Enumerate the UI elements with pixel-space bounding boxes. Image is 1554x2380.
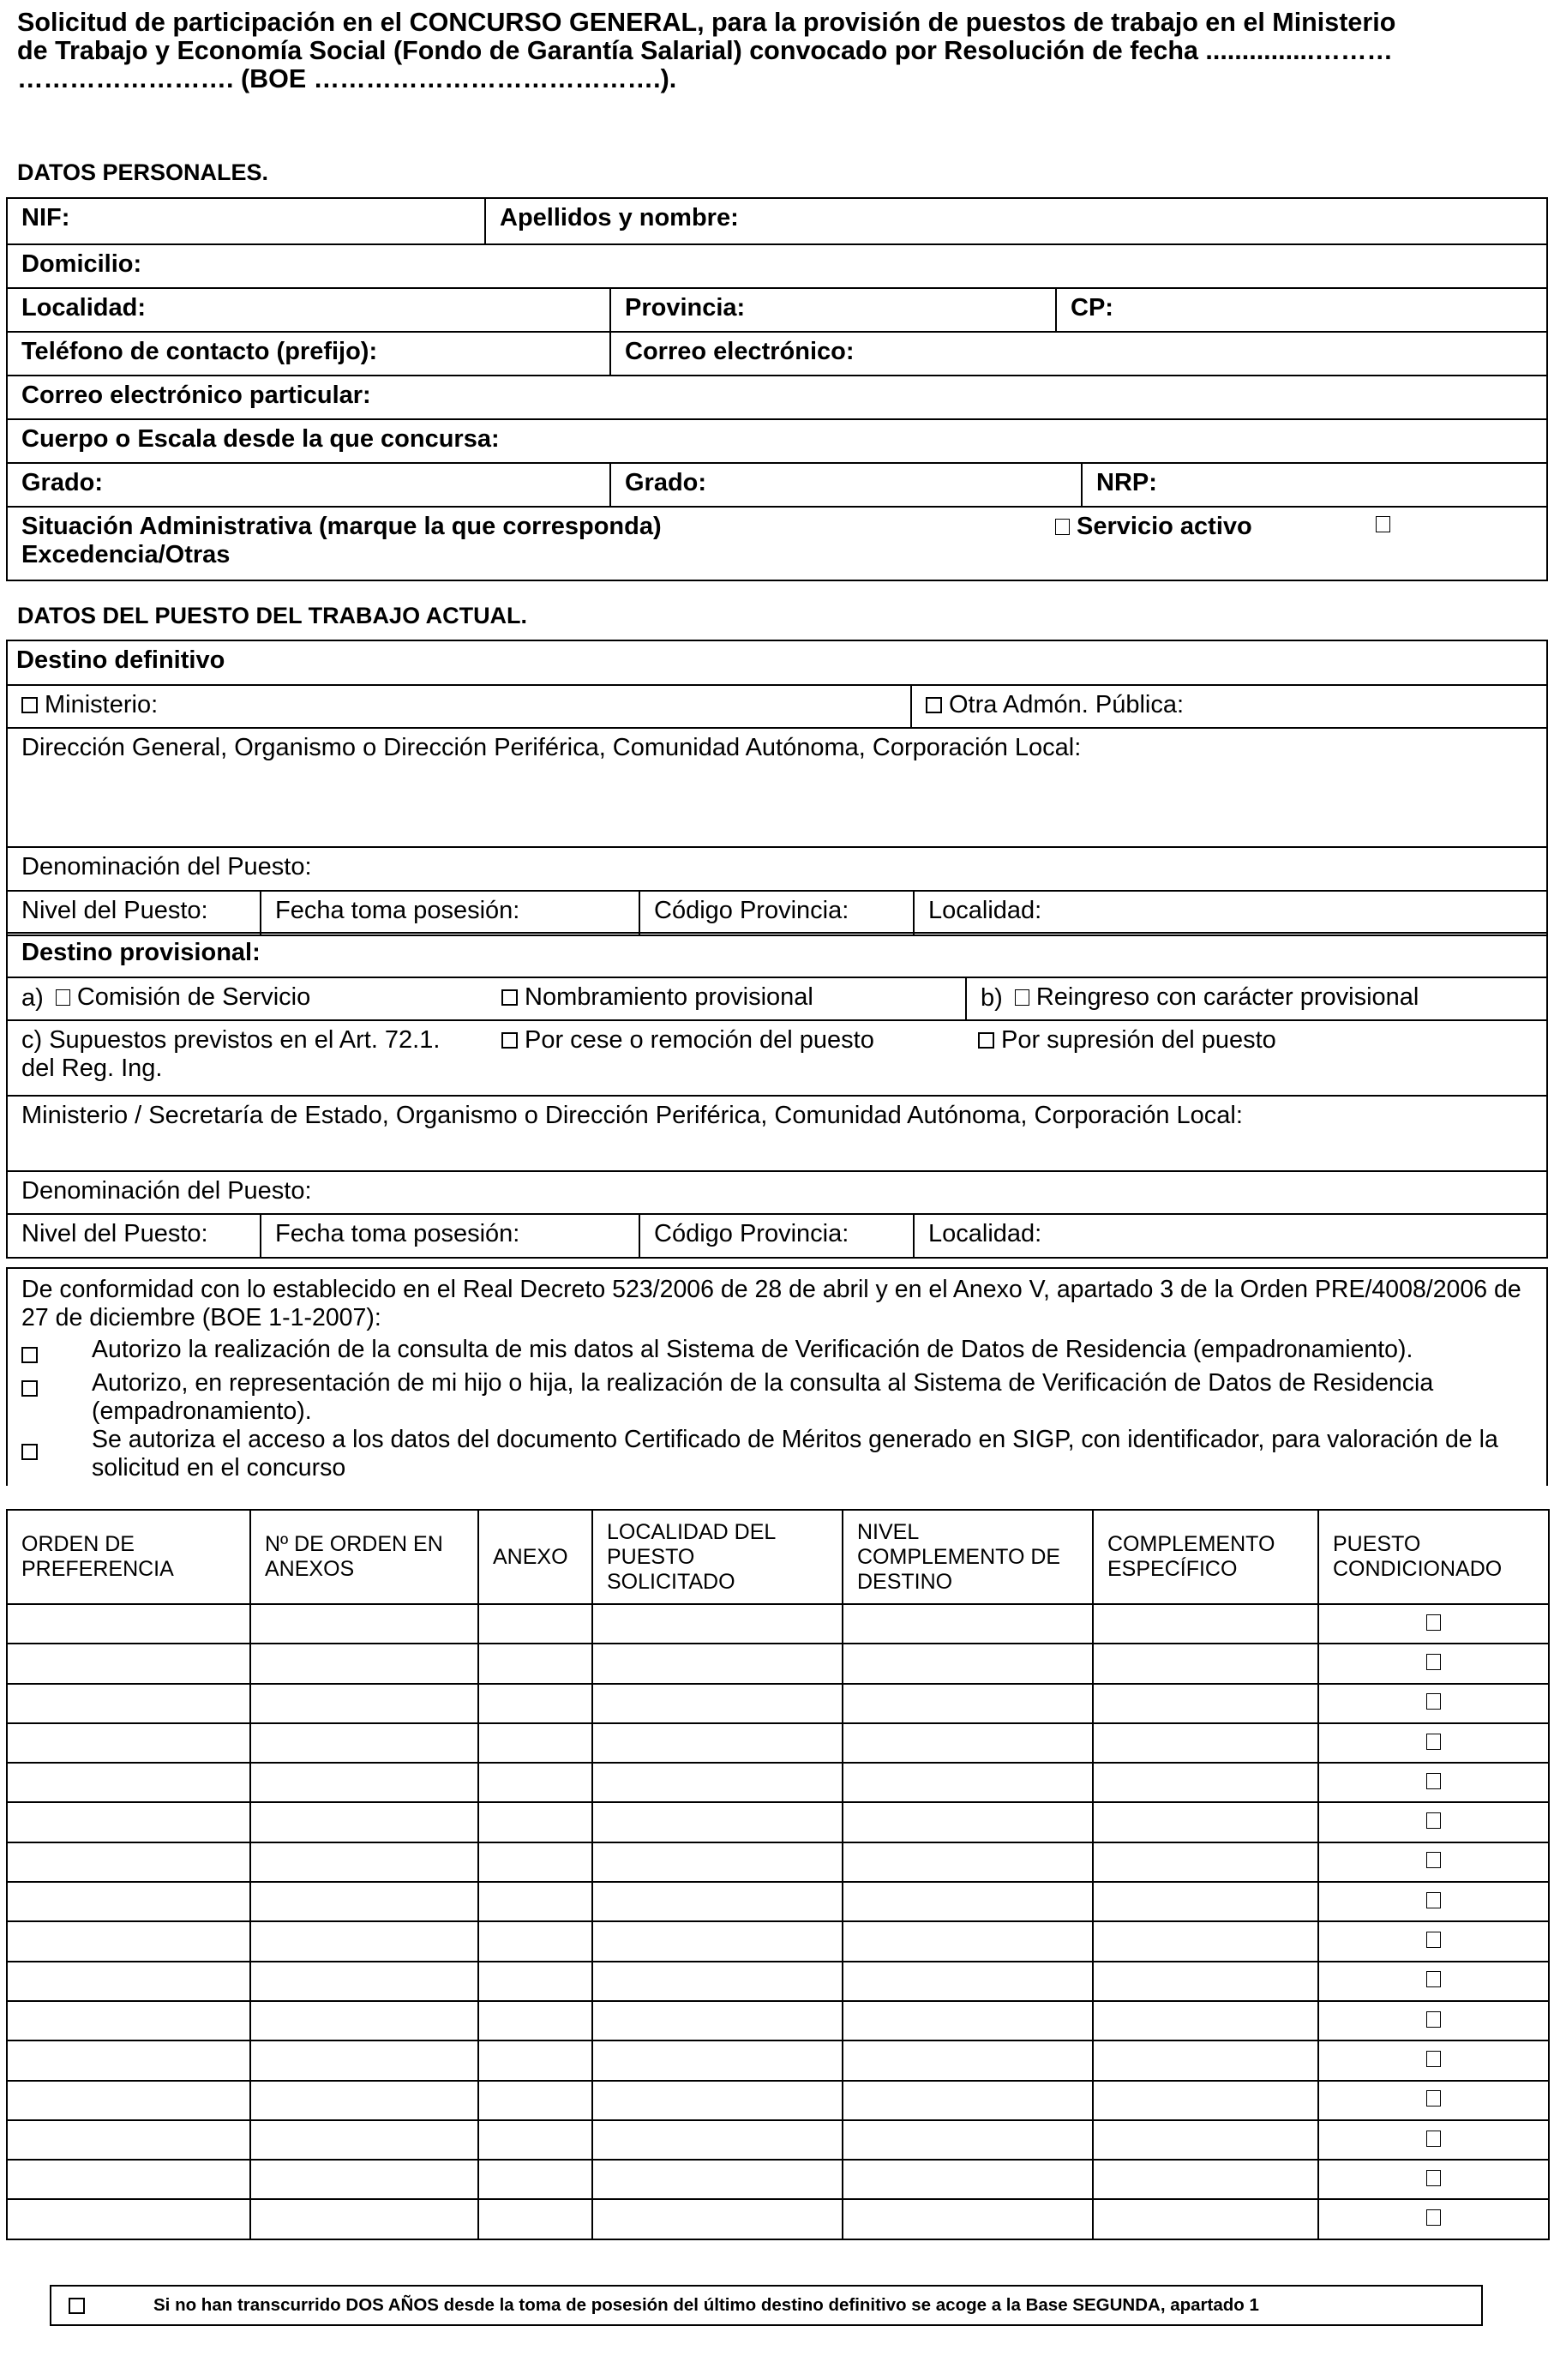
table-cell[interactable] bbox=[250, 1604, 478, 1644]
auth-merits-label: Se autoriza el acceso a los datos del documento Certificado de Méritos generado en SIGP, con identificador, para valoración de la solicitud en el concurso bbox=[92, 1426, 1498, 1481]
auth-merits-checkbox[interactable] bbox=[21, 1444, 38, 1460]
supresion-checkbox[interactable] bbox=[978, 1032, 994, 1049]
table-cell[interactable] bbox=[1093, 1604, 1318, 1644]
table-cell[interactable] bbox=[7, 1604, 250, 1644]
ministerio-label: Ministerio: bbox=[45, 691, 159, 718]
reingreso-option[interactable] bbox=[1015, 983, 1419, 1012]
puesto-condicionado-cell[interactable] bbox=[1318, 1921, 1549, 1961]
puesto-condicionado-cell[interactable] bbox=[1318, 1684, 1549, 1723]
table-cell[interactable] bbox=[843, 2040, 1093, 2080]
table-cell[interactable] bbox=[592, 1882, 843, 1921]
table-row bbox=[7, 1763, 1549, 1802]
table-cell[interactable] bbox=[250, 2120, 478, 2160]
puesto-condicionado-cell[interactable] bbox=[1318, 1962, 1549, 2001]
personal-email-field[interactable]: Correo electrónico particular: bbox=[21, 382, 371, 409]
puesto-condicionado-checkbox[interactable] bbox=[1426, 2209, 1441, 2226]
current-post-heading: DATOS DEL PUESTO DEL TRABAJO ACTUAL. bbox=[17, 603, 528, 628]
authorization-box bbox=[6, 1267, 1548, 1486]
preferences-header-row bbox=[7, 1510, 1549, 1604]
authorization-intro: De conformidad con lo establecido en el Real Decreto 523/2006 de 28 de abril y en el Anexo V, apartado 3 de la Orden PRE/4008/2006 de 27 de diciembre (BOE 1-1-2007): bbox=[21, 1276, 1521, 1331]
name-field[interactable]: Apellidos y nombre: bbox=[484, 199, 1546, 243]
provisional-level-field[interactable]: Nivel del Puesto: bbox=[21, 1220, 208, 1247]
table-cell[interactable] bbox=[1093, 1684, 1318, 1723]
nombramiento-label: Nombramiento provisional bbox=[525, 983, 813, 1011]
puesto-condicionado-checkbox[interactable] bbox=[1426, 1693, 1441, 1710]
table-cell[interactable] bbox=[478, 2160, 592, 2199]
provisional-locality-field[interactable]: Localidad: bbox=[913, 1215, 1546, 1257]
table-cell[interactable] bbox=[250, 2081, 478, 2120]
table-cell[interactable] bbox=[250, 2160, 478, 2199]
table-cell[interactable] bbox=[7, 1763, 250, 1802]
header-anexo: ANEXO bbox=[478, 1510, 592, 1604]
table-cell[interactable] bbox=[592, 1684, 843, 1723]
table-cell[interactable] bbox=[1093, 2081, 1318, 2120]
provisional-a-row bbox=[8, 978, 965, 1019]
table-cell[interactable] bbox=[478, 1802, 592, 1842]
table-cell[interactable] bbox=[7, 2081, 250, 2120]
table-cell[interactable] bbox=[250, 1921, 478, 1961]
table-cell[interactable] bbox=[1093, 2001, 1318, 2040]
table-cell[interactable] bbox=[478, 1882, 592, 1921]
post-locality-field[interactable]: Localidad: bbox=[913, 892, 1546, 935]
puesto-condicionado-cell[interactable] bbox=[1318, 2040, 1549, 2080]
grade-field-1[interactable]: Grado: bbox=[21, 469, 104, 496]
table-row bbox=[7, 2160, 1549, 2199]
auth-child-checkbox[interactable] bbox=[21, 1380, 38, 1397]
table-cell[interactable] bbox=[7, 1962, 250, 2001]
table-cell[interactable] bbox=[592, 2160, 843, 2199]
table-cell[interactable] bbox=[592, 1842, 843, 1882]
table-cell[interactable] bbox=[843, 2160, 1093, 2199]
table-cell[interactable] bbox=[478, 1604, 592, 1644]
post-name-field[interactable]: Denominación del Puesto: bbox=[21, 853, 312, 880]
table-cell[interactable] bbox=[592, 2001, 843, 2040]
provisional-province-code-field[interactable]: Código Provincia: bbox=[639, 1215, 913, 1257]
table-cell[interactable] bbox=[843, 2001, 1093, 2040]
table-row bbox=[7, 1921, 1549, 1961]
auth-residence-label: Autorizo la realización de la consulta de mis datos al Sistema de Verificación de Datos de Residencia (empadronamiento). bbox=[92, 1336, 1413, 1363]
table-row bbox=[7, 1962, 1549, 2001]
personal-data-heading: DATOS PERSONALES. bbox=[17, 159, 269, 185]
ministerio-checkbox[interactable] bbox=[21, 697, 38, 713]
table-row bbox=[7, 2120, 1549, 2160]
possession-date-field[interactable]: Fecha toma posesión: bbox=[260, 892, 639, 935]
servicio-activo-label: Servicio activo bbox=[1077, 513, 1252, 540]
table-cell[interactable] bbox=[1093, 2040, 1318, 2080]
table-cell[interactable] bbox=[592, 1962, 843, 2001]
table-cell[interactable] bbox=[1093, 1644, 1318, 1683]
nombramiento-checkbox[interactable] bbox=[501, 989, 518, 1006]
table-cell[interactable] bbox=[250, 1842, 478, 1882]
table-cell[interactable] bbox=[250, 2001, 478, 2040]
otra-admon-label: Otra Admón. Pública: bbox=[949, 691, 1185, 718]
puesto-condicionado-checkbox[interactable] bbox=[1426, 2011, 1441, 2028]
footer-label: Si no han transcurrido DOS AÑOS desde la toma de posesión del último destino definitivo se acoge a la Base SEGUNDA, apartado 1 bbox=[153, 2295, 1259, 2315]
title-line-1: Solicitud de participación en el CONCURSO GENERAL, para la provisión de puestos de trabajo en el Ministerio bbox=[17, 8, 1396, 37]
table-row bbox=[7, 2081, 1549, 2120]
table-cell[interactable] bbox=[592, 1644, 843, 1683]
table-cell[interactable] bbox=[250, 1882, 478, 1921]
table-cell[interactable] bbox=[250, 1962, 478, 2001]
province-code-field[interactable]: Código Provincia: bbox=[639, 892, 913, 935]
provisional-date-field[interactable]: Fecha toma posesión: bbox=[260, 1215, 639, 1257]
puesto-condicionado-checkbox[interactable] bbox=[1426, 1932, 1441, 1948]
table-cell[interactable] bbox=[478, 1763, 592, 1802]
table-cell[interactable] bbox=[250, 1802, 478, 1842]
table-cell[interactable] bbox=[843, 1921, 1093, 1961]
table-cell[interactable] bbox=[592, 2040, 843, 2080]
table-row bbox=[7, 1644, 1549, 1683]
puesto-condicionado-checkbox[interactable] bbox=[1426, 2051, 1441, 2067]
corps-field[interactable]: Cuerpo o Escala desde la que concursa: bbox=[21, 425, 500, 453]
phone-field[interactable]: Teléfono de contacto (prefijo): bbox=[21, 338, 378, 365]
reingreso-label: Reingreso con carácter provisional bbox=[1035, 983, 1419, 1011]
provisional-post-label: Destino provisional: bbox=[21, 939, 261, 966]
table-row bbox=[7, 1842, 1549, 1882]
table-cell[interactable] bbox=[478, 1962, 592, 2001]
servicio-activo-checkbox[interactable] bbox=[1055, 519, 1070, 535]
otra-admon-option[interactable] bbox=[910, 686, 1546, 727]
table-row bbox=[7, 1882, 1549, 1921]
direccion-general-field[interactable]: Dirección General, Organismo o Dirección Periférica, Comunidad Autónoma, Corporación Local: bbox=[21, 734, 1082, 761]
provisional-post-name-field[interactable]: Denominación del Puesto: bbox=[21, 1177, 312, 1205]
excedencia-label: Excedencia/Otras bbox=[21, 541, 231, 568]
table-row bbox=[7, 1723, 1549, 1763]
table-cell[interactable] bbox=[592, 1723, 843, 1763]
puesto-condicionado-checkbox[interactable] bbox=[1426, 1892, 1441, 1908]
table-cell[interactable] bbox=[478, 1723, 592, 1763]
table-cell[interactable] bbox=[250, 1723, 478, 1763]
puesto-condicionado-cell[interactable] bbox=[1318, 2081, 1549, 2120]
table-cell[interactable] bbox=[478, 1644, 592, 1683]
table-cell[interactable] bbox=[7, 1684, 250, 1723]
table-cell[interactable] bbox=[592, 1604, 843, 1644]
preferences-table bbox=[6, 1509, 1550, 2240]
supresion-option[interactable] bbox=[978, 1026, 1276, 1055]
provisional-b-row bbox=[965, 978, 1546, 1019]
table-cell[interactable] bbox=[592, 2120, 843, 2160]
table-cell[interactable] bbox=[478, 2040, 592, 2080]
comision-label: Comisión de Servicio bbox=[76, 983, 311, 1011]
header-orden-preferencia: ORDEN DE PREFERENCIA bbox=[7, 1510, 250, 1604]
postal-code-field[interactable]: CP: bbox=[1055, 289, 1546, 331]
table-cell[interactable] bbox=[7, 2040, 250, 2080]
puesto-condicionado-checkbox[interactable] bbox=[1426, 1971, 1441, 1987]
personal-data-table bbox=[6, 197, 1548, 581]
puesto-condicionado-checkbox[interactable] bbox=[1426, 1654, 1441, 1670]
table-cell[interactable] bbox=[250, 2199, 478, 2239]
auth-item-child bbox=[8, 1369, 1546, 1426]
header-complemento-especifico: COMPLEMENTO ESPECÍFICO bbox=[1093, 1510, 1318, 1604]
table-cell[interactable] bbox=[478, 1842, 592, 1882]
supresion-label: Por supresión del puesto bbox=[1001, 1026, 1276, 1054]
nrp-field[interactable]: NRP: bbox=[1081, 464, 1546, 506]
puesto-condicionado-cell[interactable] bbox=[1318, 1802, 1549, 1842]
table-row bbox=[7, 1802, 1549, 1842]
table-cell[interactable] bbox=[1093, 1723, 1318, 1763]
table-cell[interactable] bbox=[478, 1684, 592, 1723]
grade-field-2[interactable]: Grado: bbox=[609, 464, 1081, 506]
c-label-line-2: del Reg. Ing. bbox=[21, 1055, 163, 1082]
table-row bbox=[7, 2199, 1549, 2239]
table-cell[interactable] bbox=[250, 1763, 478, 1802]
puesto-condicionado-cell[interactable] bbox=[1318, 1644, 1549, 1683]
footer-checkbox[interactable] bbox=[69, 2298, 85, 2314]
table-cell[interactable] bbox=[478, 1921, 592, 1961]
auth-residence-checkbox[interactable] bbox=[21, 1347, 38, 1363]
puesto-condicionado-checkbox[interactable] bbox=[1426, 2131, 1441, 2147]
puesto-condicionado-checkbox[interactable] bbox=[1426, 1812, 1441, 1829]
otra-admon-checkbox[interactable] bbox=[926, 697, 942, 713]
table-cell[interactable] bbox=[1093, 1842, 1318, 1882]
c-label-line-1: c) Supuestos previstos en el Art. 72.1. bbox=[21, 1026, 441, 1054]
header-localidad: LOCALIDAD DEL PUESTO SOLICITADO bbox=[592, 1510, 843, 1604]
table-row bbox=[7, 1684, 1549, 1723]
table-cell[interactable] bbox=[7, 2120, 250, 2160]
ministerio-option[interactable] bbox=[8, 686, 910, 727]
table-cell[interactable] bbox=[7, 1921, 250, 1961]
table-cell[interactable] bbox=[7, 1802, 250, 1842]
table-cell[interactable] bbox=[1093, 1763, 1318, 1802]
table-cell[interactable] bbox=[478, 2001, 592, 2040]
preferences-body bbox=[7, 1604, 1549, 2239]
puesto-condicionado-cell[interactable] bbox=[1318, 1763, 1549, 1802]
table-cell[interactable] bbox=[843, 1684, 1093, 1723]
comision-checkbox[interactable] bbox=[56, 989, 70, 1006]
reingreso-checkbox[interactable] bbox=[1015, 989, 1029, 1006]
b-label: b) bbox=[981, 984, 1003, 1012]
puesto-condicionado-cell[interactable] bbox=[1318, 2199, 1549, 2239]
email-field[interactable]: Correo electrónico: bbox=[609, 333, 1546, 375]
puesto-condicionado-cell[interactable] bbox=[1318, 2001, 1549, 2040]
table-cell[interactable] bbox=[592, 1802, 843, 1842]
table-cell[interactable] bbox=[1093, 1921, 1318, 1961]
table-cell[interactable] bbox=[843, 1644, 1093, 1683]
cese-checkbox[interactable] bbox=[501, 1032, 518, 1049]
puesto-condicionado-cell[interactable] bbox=[1318, 2120, 1549, 2160]
table-cell[interactable] bbox=[250, 1644, 478, 1683]
puesto-condicionado-cell[interactable] bbox=[1318, 1723, 1549, 1763]
province-field[interactable]: Provincia: bbox=[609, 289, 1055, 331]
table-cell[interactable] bbox=[1093, 1802, 1318, 1842]
puesto-condicionado-cell[interactable] bbox=[1318, 1842, 1549, 1882]
title-line-3: ……………………. (BOE ………………………………….). bbox=[17, 64, 677, 93]
auth-item-merits bbox=[8, 1426, 1546, 1486]
table-cell[interactable] bbox=[7, 1882, 250, 1921]
puesto-condicionado-checkbox[interactable] bbox=[1426, 2170, 1441, 2186]
table-cell[interactable] bbox=[592, 2199, 843, 2239]
puesto-condicionado-checkbox[interactable] bbox=[1426, 1734, 1441, 1750]
footer-note bbox=[50, 2285, 1483, 2326]
puesto-condicionado-checkbox[interactable] bbox=[1426, 1852, 1441, 1868]
puesto-condicionado-cell[interactable] bbox=[1318, 2160, 1549, 2199]
table-cell[interactable] bbox=[843, 1882, 1093, 1921]
table-cell[interactable] bbox=[7, 1723, 250, 1763]
table-cell[interactable] bbox=[592, 1921, 843, 1961]
locality-field[interactable]: Localidad: bbox=[21, 294, 147, 322]
table-cell[interactable] bbox=[592, 1763, 843, 1802]
post-level-field[interactable]: Nivel del Puesto: bbox=[21, 897, 208, 924]
table-cell[interactable] bbox=[7, 1644, 250, 1683]
table-cell[interactable] bbox=[843, 1604, 1093, 1644]
table-cell[interactable] bbox=[843, 1723, 1093, 1763]
puesto-condicionado-cell[interactable] bbox=[1318, 1604, 1549, 1644]
table-cell[interactable] bbox=[843, 2081, 1093, 2120]
provisional-c-row bbox=[8, 1021, 1546, 1095]
table-cell[interactable] bbox=[7, 2199, 250, 2239]
table-cell[interactable] bbox=[250, 1684, 478, 1723]
table-cell[interactable] bbox=[1093, 2120, 1318, 2160]
nombramiento-option[interactable] bbox=[501, 983, 813, 1012]
cese-option[interactable] bbox=[501, 1026, 874, 1055]
admin-status-label: Situación Administrativa (marque la que corresponda) bbox=[21, 513, 662, 540]
address-field[interactable]: Domicilio: bbox=[21, 250, 142, 278]
header-numero-orden: Nº DE ORDEN EN ANEXOS bbox=[250, 1510, 478, 1604]
excedencia-checkbox[interactable] bbox=[1376, 516, 1390, 532]
table-cell[interactable] bbox=[843, 1802, 1093, 1842]
auth-child-label: Autorizo, en representación de mi hijo o hija, la realización de la consulta al Sistema de Verificación de Datos de Residencia (empadronamiento). bbox=[92, 1369, 1434, 1425]
table-cell[interactable] bbox=[592, 2081, 843, 2120]
header-puesto-condicionado: PUESTO CONDICIONADO bbox=[1318, 1510, 1549, 1604]
table-cell[interactable] bbox=[7, 2160, 250, 2199]
table-row bbox=[7, 1604, 1549, 1644]
comision-option[interactable] bbox=[56, 983, 310, 1012]
puesto-condicionado-cell[interactable] bbox=[1318, 1882, 1549, 1921]
current-post-table bbox=[6, 640, 1548, 936]
table-row bbox=[7, 2040, 1549, 2080]
table-cell[interactable] bbox=[478, 2120, 592, 2160]
table-cell[interactable] bbox=[250, 2040, 478, 2080]
table-cell[interactable] bbox=[843, 2199, 1093, 2239]
a-label: a) bbox=[21, 984, 44, 1012]
cese-label: Por cese o remoción del puesto bbox=[525, 1026, 874, 1054]
servicio-activo-option[interactable] bbox=[1055, 513, 1252, 541]
table-cell[interactable] bbox=[478, 2081, 592, 2120]
puesto-condicionado-checkbox[interactable] bbox=[1426, 1773, 1441, 1789]
table-row bbox=[7, 2001, 1549, 2040]
table-cell[interactable] bbox=[843, 1763, 1093, 1802]
table-cell[interactable] bbox=[478, 2199, 592, 2239]
table-cell[interactable] bbox=[1093, 1962, 1318, 2001]
auth-item-residence bbox=[8, 1336, 1546, 1369]
title-line-2: de Trabajo y Economía Social (Fondo de Garantía Salarial) convocado por Resolución de fecha ...............……… bbox=[17, 36, 1393, 65]
table-cell[interactable] bbox=[7, 2001, 250, 2040]
form-title bbox=[17, 9, 1551, 93]
provisional-post-table bbox=[6, 932, 1548, 1259]
nif-field[interactable]: NIF: bbox=[21, 204, 70, 231]
puesto-condicionado-checkbox[interactable] bbox=[1426, 1614, 1441, 1631]
table-cell[interactable] bbox=[843, 2120, 1093, 2160]
header-nivel-complemento: NIVEL COMPLEMENTO DE DESTINO bbox=[843, 1510, 1093, 1604]
provisional-ministerio-field[interactable]: Ministerio / Secretaría de Estado, Organismo o Dirección Periférica, Comunidad Autónoma, Corporación Local: bbox=[21, 1102, 1243, 1129]
table-cell[interactable] bbox=[1093, 1882, 1318, 1921]
table-cell[interactable] bbox=[1093, 2160, 1318, 2199]
definitive-post-label: Destino definitivo bbox=[16, 646, 225, 674]
table-cell[interactable] bbox=[843, 1962, 1093, 2001]
table-cell[interactable] bbox=[1093, 2199, 1318, 2239]
table-cell[interactable] bbox=[7, 1842, 250, 1882]
table-cell[interactable] bbox=[843, 1842, 1093, 1882]
admin-status-row bbox=[8, 508, 1546, 580]
puesto-condicionado-checkbox[interactable] bbox=[1426, 2090, 1441, 2107]
